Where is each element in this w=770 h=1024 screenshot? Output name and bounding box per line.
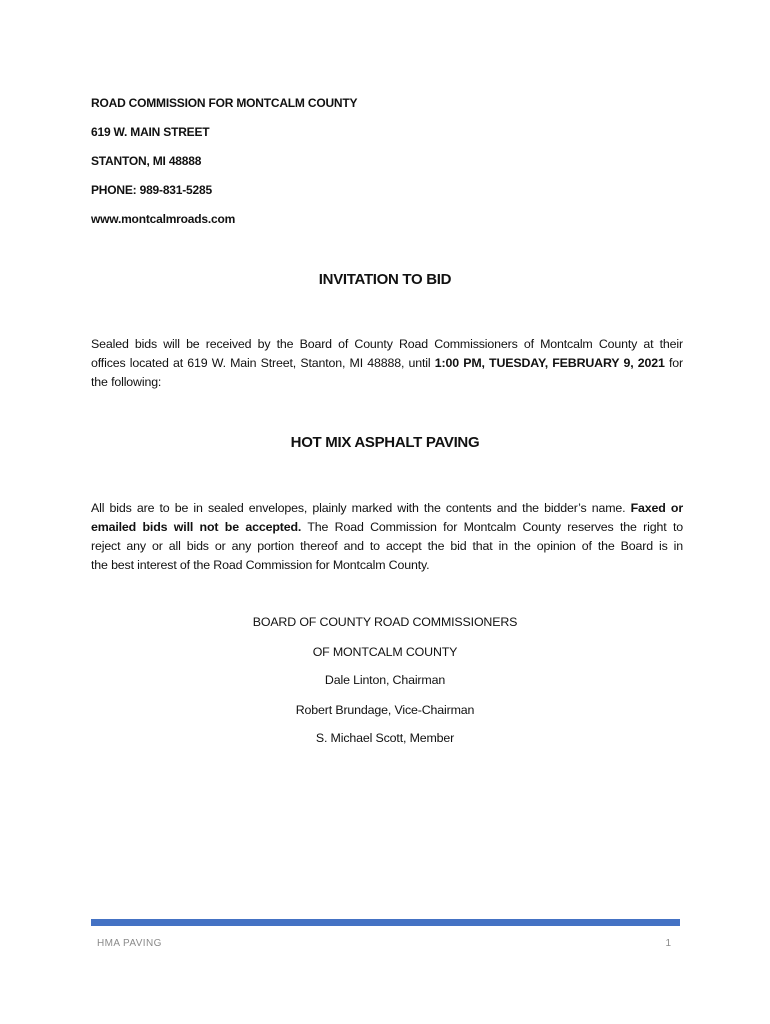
board-member: Dale Linton, Chairman — [324, 673, 446, 687]
project-title: HOT MIX ASPHALT PAVING — [290, 434, 480, 451]
intro-line: the following: — [91, 375, 162, 389]
street-address: 619 W. MAIN STREET — [91, 125, 210, 139]
terms-line: emailed bids will not be accepted. The Road Commission for Montcalm County reserves the right to — [91, 520, 683, 534]
website-link[interactable]: www.montcalmroads.com — [91, 212, 236, 226]
bid-deadline: 1:00 PM, TUESDAY, FEBRUARY 9, 2021 — [434, 356, 665, 370]
page-number: 1 — [665, 938, 671, 949]
intro-line: offices located at 619 W. Main Street, Stanton, MI 48888, until 1:00 PM, TUESDAY, FEBRUARY 9, 2021 for — [91, 356, 683, 370]
intro-line: Sealed bids will be received by the Board of County Road Commissioners of Montcalm County at their — [91, 337, 683, 351]
terms-paragraph — [91, 499, 683, 575]
terms-line: reject any or all bids or any portion thereof and to accept the bid that in the opinion of the Board is in — [91, 539, 683, 553]
phone-number: PHONE: 989-831-5285 — [91, 183, 212, 197]
footer-label: HMA PAVING — [97, 938, 162, 949]
board-member: Robert Brundage, Vice-Chairman — [295, 703, 475, 717]
intro-paragraph — [91, 335, 683, 392]
no-fax-notice: emailed bids will not be accepted. — [91, 520, 302, 534]
document-title: INVITATION TO BID — [318, 271, 452, 288]
terms-line: the best interest of the Road Commission for Montcalm County. — [91, 558, 430, 572]
terms-line: All bids are to be in sealed envelopes, plainly marked with the contents and the bidder’s name. Faxed or — [91, 501, 683, 515]
city-state-zip: STANTON, MI 48888 — [91, 154, 202, 168]
board-heading-county: OF MONTCALM COUNTY — [312, 645, 458, 659]
organization-name: ROAD COMMISSION FOR MONTCALM COUNTY — [91, 96, 358, 110]
board-member: S. Michael Scott, Member — [315, 731, 455, 745]
board-heading: BOARD OF COUNTY ROAD COMMISSIONERS — [252, 615, 518, 629]
footer-rule — [91, 919, 680, 926]
